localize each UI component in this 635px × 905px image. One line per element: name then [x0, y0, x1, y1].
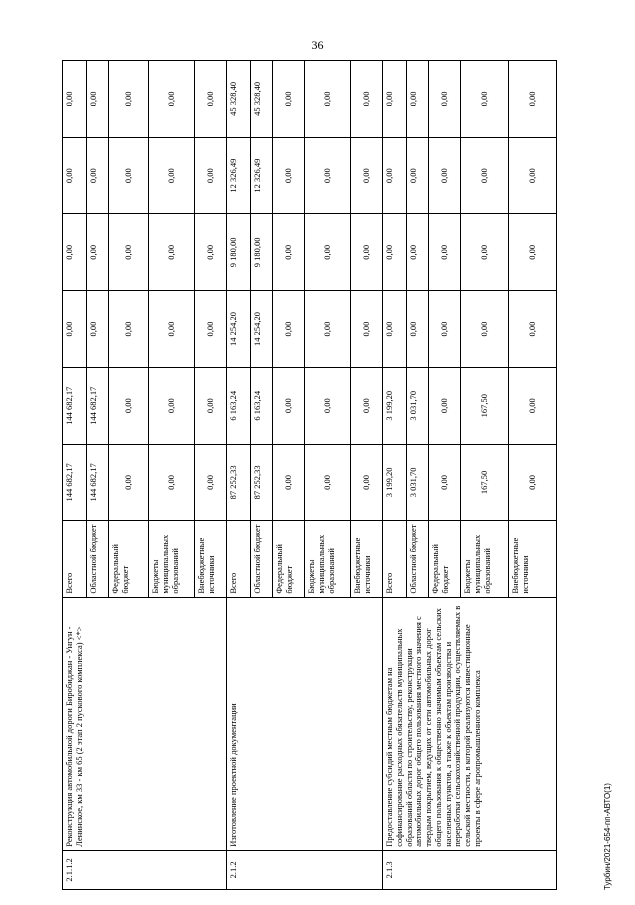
- amount-cell: 0,00: [305, 291, 351, 368]
- amount-cell: 12 326,49: [227, 137, 251, 214]
- item-number: 2.1.3: [383, 850, 557, 889]
- funding-source: Федеральный бюджет: [109, 521, 149, 597]
- amount-cell: 0,00: [109, 291, 149, 368]
- amount-cell: 0,00: [509, 61, 557, 138]
- funding-source: Бюджеты муниципальных образований: [305, 521, 351, 597]
- amount-cell: 0,00: [87, 61, 109, 138]
- table-row: [383, 61, 407, 890]
- amount-cell: 87 252,33: [227, 444, 251, 521]
- amount-cell: 0,00: [407, 137, 429, 214]
- amount-cell: 0,00: [429, 61, 461, 138]
- amount-cell: 12 326,49: [251, 137, 273, 214]
- amount-cell: 0,00: [149, 61, 195, 138]
- amount-cell: 3 199,20: [383, 367, 407, 444]
- amount-cell: 6 163,24: [227, 367, 251, 444]
- amount-cell: 0,00: [305, 444, 351, 521]
- funding-source: Федеральный бюджет: [273, 521, 305, 597]
- amount-cell: 0,00: [63, 214, 87, 291]
- amount-cell: 0,00: [461, 291, 509, 368]
- amount-cell: 0,00: [109, 137, 149, 214]
- amount-cell: 0,00: [149, 291, 195, 368]
- amount-cell: 0,00: [461, 61, 509, 138]
- amount-cell: 0,00: [383, 61, 407, 138]
- amount-cell: 0,00: [149, 367, 195, 444]
- amount-cell: 14 254,20: [251, 291, 273, 368]
- funding-source: Областной бюджет: [407, 521, 429, 597]
- amount-cell: 0,00: [509, 367, 557, 444]
- funding-source: Бюджеты муниципальных образований: [461, 521, 509, 597]
- amount-cell: 0,00: [273, 214, 305, 291]
- amount-cell: 0,00: [273, 61, 305, 138]
- amount-cell: 167,50: [461, 367, 509, 444]
- amount-cell: 0,00: [509, 444, 557, 521]
- amount-cell: 0,00: [305, 214, 351, 291]
- amount-cell: 0,00: [351, 291, 383, 368]
- amount-cell: 0,00: [509, 214, 557, 291]
- item-number: 2.1.2: [227, 850, 383, 889]
- amount-cell: 0,00: [195, 367, 227, 444]
- amount-cell: 0,00: [195, 444, 227, 521]
- amount-cell: 0,00: [461, 137, 509, 214]
- rotated-table-area: [62, 60, 590, 890]
- amount-cell: 9 180,00: [227, 214, 251, 291]
- amount-cell: 0,00: [195, 137, 227, 214]
- amount-cell: 0,00: [429, 291, 461, 368]
- amount-cell: 144 682,17: [63, 444, 87, 521]
- amount-cell: 45 328,40: [227, 61, 251, 138]
- amount-cell: 144 682,17: [63, 367, 87, 444]
- amount-cell: 144 682,17: [87, 444, 109, 521]
- amount-cell: 0,00: [461, 214, 509, 291]
- amount-cell: 0,00: [383, 137, 407, 214]
- amount-cell: 0,00: [195, 61, 227, 138]
- amount-cell: 0,00: [383, 291, 407, 368]
- amount-cell: 3 031,70: [407, 367, 429, 444]
- amount-cell: 0,00: [273, 291, 305, 368]
- item-name: Изготовление проектной документации: [227, 597, 383, 850]
- amount-cell: 0,00: [63, 291, 87, 368]
- item-name: Предоставление субсидий местным бюджетам на софинансирование расходных обязательств муниципальных образований области по строительству, реконструкции автомобильных дорог общего пользования местного значения с твердым покрытием, ведущих от сети автомобильных дорог общего пользования к общественно значимым объектам сельских населенных пунктов, а также к объектам производства и переработки сельскохозяйственной продукции, осуществляемых в сельской местности, в которой реализуются инвестиционные проекты в сфере агропромышленного комплекса: [383, 597, 557, 850]
- amount-cell: 144 682,17: [87, 367, 109, 444]
- table-row: [63, 61, 87, 890]
- amount-cell: 0,00: [109, 214, 149, 291]
- amount-cell: 0,00: [273, 367, 305, 444]
- amount-cell: 0,00: [351, 367, 383, 444]
- amount-cell: 45 328,40: [251, 61, 273, 138]
- amount-cell: 167,50: [461, 444, 509, 521]
- amount-cell: 0,00: [109, 367, 149, 444]
- footer-code: Турбин/2021-654-пп-АВТО(1): [603, 783, 612, 890]
- funding-source: Всего: [383, 521, 407, 597]
- item-name: Реконструкция автомобильной дороги Биробиджан - Унгун - Ленинское, км 33 - км 65 (2 этап 2 пускового комплекса) <*>: [63, 597, 227, 850]
- amount-cell: 0,00: [87, 137, 109, 214]
- amount-cell: 0,00: [305, 61, 351, 138]
- amount-cell: 0,00: [109, 444, 149, 521]
- amount-cell: 0,00: [273, 137, 305, 214]
- funding-source: Бюджеты муниципальных образований: [149, 521, 195, 597]
- amount-cell: 0,00: [509, 291, 557, 368]
- amount-cell: 0,00: [273, 444, 305, 521]
- amount-cell: 14 254,20: [227, 291, 251, 368]
- amount-cell: 0,00: [383, 214, 407, 291]
- funding-source: Внебюджетные источники: [509, 521, 557, 597]
- amount-cell: 0,00: [407, 61, 429, 138]
- amount-cell: 0,00: [407, 214, 429, 291]
- table-row: [227, 61, 251, 890]
- funding-source: Областной бюджет: [87, 521, 109, 597]
- funding-source: Всего: [227, 521, 251, 597]
- amount-cell: 3 031,70: [407, 444, 429, 521]
- amount-cell: 0,00: [109, 61, 149, 138]
- amount-cell: 6 163,24: [251, 367, 273, 444]
- funding-source: Всего: [63, 521, 87, 597]
- funding-source: Внебюджетные источники: [351, 521, 383, 597]
- amount-cell: 0,00: [87, 291, 109, 368]
- amount-cell: 3 199,20: [383, 444, 407, 521]
- amount-cell: 0,00: [195, 291, 227, 368]
- amount-cell: 0,00: [429, 214, 461, 291]
- amount-cell: 0,00: [509, 137, 557, 214]
- amount-cell: 0,00: [149, 444, 195, 521]
- funding-source: Федеральный бюджет: [429, 521, 461, 597]
- amount-cell: 0,00: [351, 444, 383, 521]
- amount-cell: 0,00: [63, 61, 87, 138]
- amount-cell: 87 252,33: [251, 444, 273, 521]
- amount-cell: 0,00: [351, 214, 383, 291]
- amount-cell: 0,00: [63, 137, 87, 214]
- funding-source: Внебюджетные источники: [195, 521, 227, 597]
- funding-source: Областной бюджет: [251, 521, 273, 597]
- amount-cell: 0,00: [407, 291, 429, 368]
- amount-cell: 0,00: [87, 214, 109, 291]
- amount-cell: 0,00: [305, 137, 351, 214]
- amount-cell: 0,00: [351, 137, 383, 214]
- amount-cell: 0,00: [195, 214, 227, 291]
- item-number: 2.1.1.2: [63, 850, 227, 889]
- amount-cell: 9 180,00: [251, 214, 273, 291]
- amount-cell: 0,00: [429, 137, 461, 214]
- amount-cell: 0,00: [149, 137, 195, 214]
- amount-cell: 0,00: [351, 61, 383, 138]
- amount-cell: 0,00: [429, 367, 461, 444]
- page-number: 36: [311, 38, 324, 52]
- footer-area: [598, 60, 618, 890]
- amount-cell: 0,00: [429, 444, 461, 521]
- amount-cell: 0,00: [149, 214, 195, 291]
- amount-cell: 0,00: [305, 367, 351, 444]
- budget-table: [62, 60, 557, 890]
